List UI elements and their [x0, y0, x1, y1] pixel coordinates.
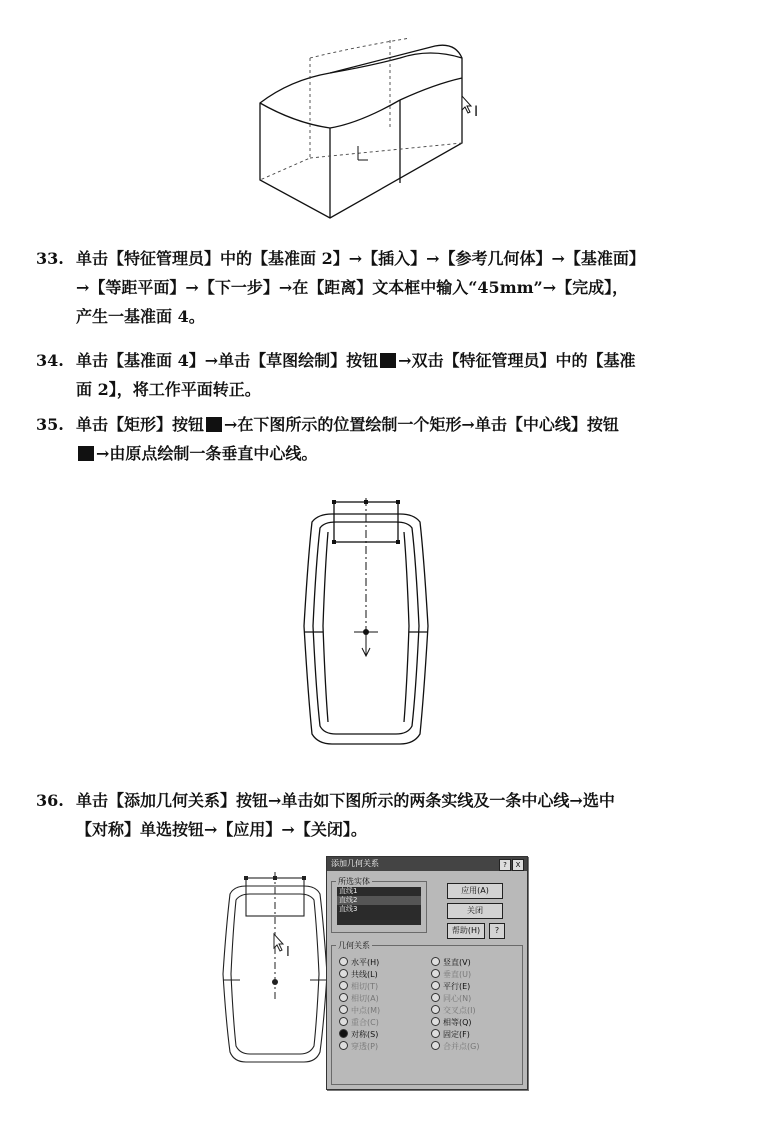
- step-35: [36, 410, 746, 468]
- radio-vertical[interactable]: 竖直(V): [431, 957, 471, 969]
- figure3-pointer-label: I: [286, 945, 290, 960]
- radio-parallel[interactable]: 平行(E): [431, 981, 470, 993]
- rectangle-button-icon: [206, 417, 222, 432]
- radio-perpendicular[interactable]: 垂直(U): [431, 969, 471, 981]
- close-button[interactable]: 关闭: [447, 903, 503, 919]
- step-text-line: [36, 439, 746, 468]
- dialog-title: 添加几何关系: [327, 857, 527, 871]
- apply-button[interactable]: 应用(A): [447, 883, 503, 899]
- step-text: 单击【基准面 4】→单击【草图绘制】按钮: [76, 351, 379, 370]
- step-text: →双击【特征管理员】中的【基准: [398, 351, 636, 370]
- mouse-cursor-icon: [462, 96, 471, 113]
- step-text: 面 2】，将工作平面转正。: [76, 380, 261, 399]
- step-text: →由原点绘制一条垂直中心线。: [96, 444, 318, 463]
- step-number: 36.: [36, 791, 64, 810]
- centerline-button-icon: [78, 446, 94, 461]
- whats-this-button[interactable]: ?: [489, 923, 505, 939]
- radio-fix[interactable]: 固定(F): [431, 1029, 470, 1041]
- dialog-help-button[interactable]: ?: [499, 859, 511, 871]
- radio-collinear[interactable]: 共线(L): [339, 969, 378, 981]
- group-label: 所选实体: [338, 877, 370, 886]
- dialog-close-button[interactable]: X: [512, 859, 524, 871]
- step-text: 【对称】单选按钮→【应用】→【关闭】。: [76, 820, 367, 839]
- figure1-pointer-label: I: [474, 104, 479, 120]
- help-button[interactable]: 帮助(H): [447, 923, 485, 939]
- step-33: [36, 244, 746, 331]
- radio-merge-points[interactable]: 合并点(G): [431, 1041, 479, 1053]
- sketch-button-icon: [380, 353, 396, 368]
- radio-midpoint[interactable]: 中点(M): [339, 1005, 380, 1017]
- radio-coincident[interactable]: 重合(C): [339, 1017, 379, 1029]
- list-item[interactable]: 直线1: [339, 887, 358, 895]
- radio-symmetric[interactable]: 对称(S): [339, 1029, 378, 1041]
- step-36: [36, 786, 746, 844]
- radio-tangent[interactable]: 相切(T): [339, 981, 378, 993]
- step-34: [36, 346, 746, 404]
- step-text: 单击【矩形】按钮: [76, 415, 205, 434]
- step-text: 单击【添加几何关系】按钮→单击如下图所示的两条实线及一条中心线→选中: [76, 791, 615, 810]
- radio-tangent-a[interactable]: 相切(A): [339, 993, 379, 1005]
- figure-2-sketch: [298, 498, 434, 754]
- step-text: →在下图所示的位置绘制一个矩形→单击【中心线】按钮: [224, 415, 619, 434]
- step-text: →【等距平面】→【下一步】→在【距离】文本框中输入“45mm”→【完成】，: [76, 278, 629, 297]
- figure-1-isometric-body: [250, 18, 530, 223]
- radio-horizontal[interactable]: 水平(H): [339, 957, 379, 969]
- list-item[interactable]: 直线3: [339, 905, 358, 913]
- radio-pierce[interactable]: 穿透(P): [339, 1041, 378, 1053]
- step-number: 33.: [36, 249, 64, 268]
- radio-equal[interactable]: 相等(Q): [431, 1017, 472, 1029]
- group-label: 几何关系: [338, 941, 370, 950]
- step-number: 35.: [36, 415, 64, 434]
- step-number: 34.: [36, 351, 64, 370]
- add-relation-dialog: [326, 856, 528, 1090]
- step-text: 产生一基准面 4。: [76, 307, 205, 326]
- list-item[interactable]: 直线2: [337, 896, 421, 905]
- selected-entities-list[interactable]: [337, 887, 421, 925]
- figure-3-sketch: [218, 872, 332, 1076]
- radio-concentric[interactable]: 同心(N): [431, 993, 471, 1005]
- radio-intersection[interactable]: 交叉点(I): [431, 1005, 476, 1017]
- step-text: 单击【特征管理员】中的【基准面 2】→【插入】→【参考几何体】→【基准面】: [76, 249, 645, 268]
